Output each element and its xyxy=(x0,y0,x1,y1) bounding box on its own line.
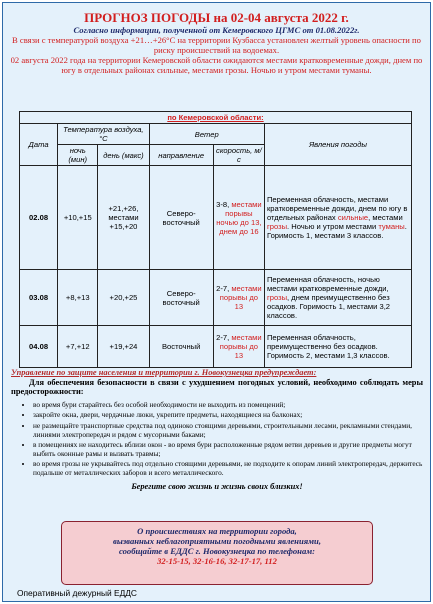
phen-text: Переменная облачность, местами кратковременные дожди, днем по югу в отдельных районах xyxy=(266,195,408,222)
phen-highlight: грозы xyxy=(266,222,288,231)
row-date: 04.08 xyxy=(20,326,58,368)
row-wind-direction: Северо-восточный xyxy=(149,270,213,326)
header-speed: скорость, м/с xyxy=(213,145,264,166)
row-date: 03.08 xyxy=(20,270,58,326)
footer-signature: Оперативный дежурный ЕДДС xyxy=(17,588,137,598)
gust-value: местами порывы до 13 xyxy=(219,333,262,360)
phen-text: , местами xyxy=(368,213,403,222)
header xyxy=(3,11,430,35)
phen-text: . Ночью и утром местами xyxy=(287,222,379,231)
forecast-summary: 02 августа 2022 года на территории Кемеровской области ожидаются местами кратковременные дожди, днем по югу в отдельных районах сильные, местами грозы. Ночью и утром местами туманы. xyxy=(10,55,423,75)
row-night-temp: +10,+15 xyxy=(58,166,98,270)
table-row xyxy=(20,326,412,368)
gust-value: местами порывы ночью до 13, днем до 16 xyxy=(216,199,262,236)
safety-slogan: Берегите свою жизнь и жизнь своих близких! xyxy=(131,481,303,491)
header-wind: Ветер xyxy=(149,124,264,145)
header-temperature: Температура воздуха, °С xyxy=(58,124,149,145)
warning-lead: Для обеспечения безопасности в связи с ухудшением погодных условий, необходимо соблюдать меры предосторожности: xyxy=(11,377,423,397)
warning-section xyxy=(11,368,423,491)
phen-text: Переменная облачность, ночью местами кратковременные дожди, xyxy=(266,275,389,293)
list-item: • не размещайте транспортные средства под одиноко стоящими деревьями, строительными лесами, рекламными стендами, линиями электропередач и рядом с мусорными баками; xyxy=(33,422,423,439)
page-title: ПРОГНОЗ ПОГОДЫ на 02-04 августа 2022 г. xyxy=(84,10,349,25)
header-date: Дата xyxy=(20,124,58,166)
forecast-table xyxy=(19,111,412,368)
list-item: • во время бури старайтесь без особой необходимости не выходить из помещений; xyxy=(33,401,423,410)
row-wind-direction: Северо-восточный xyxy=(149,166,213,270)
row-day-temp: +19,+24 xyxy=(98,326,149,368)
contact-line: О происшествиях на территории города, xyxy=(137,526,297,536)
phen-text: . Горимость 1, местами 3 классов. xyxy=(266,222,407,240)
speed-value: 2-7, xyxy=(216,333,230,342)
phen-text: , днем преимущественно без осадков. Горимость 1, местами 3,2 классов. xyxy=(266,293,391,320)
row-day-temp: +20,+25 xyxy=(98,270,149,326)
header-night: ночь (мин) xyxy=(58,145,98,166)
row-wind-speed xyxy=(213,166,264,270)
row-wind-speed xyxy=(213,326,264,368)
list-item: • во время грозы не укрывайтесь под отдельно стоящими деревьями, не подходите к опорам линий электропередач, держитесь подальше от металлических заборов и всего металлического. xyxy=(33,460,423,477)
contact-line: сообщайте в ЕДДС г. Новокузнецка по телефонам: xyxy=(119,546,315,556)
phen-highlight: грозы xyxy=(266,293,288,302)
warning-title: Управление по защите населения и территории г. Новокузнецка предупреждает: xyxy=(11,368,317,377)
contact-box xyxy=(61,521,373,585)
row-day-temp: +21,+26, местами +15,+20 xyxy=(98,166,149,270)
gust-value: местами порывы до 13 xyxy=(219,284,262,311)
header-day: день (макс) xyxy=(98,145,149,166)
contact-line: вызванных неблагоприятными погодными явлениями, xyxy=(113,536,321,546)
row-wind-direction: Восточный xyxy=(149,326,213,368)
region-header: по Кемеровской области: xyxy=(20,112,412,124)
row-date: 02.08 xyxy=(20,166,58,270)
row-night-temp: +8,+13 xyxy=(58,270,98,326)
list-item: • в помещениях не находитесь вблизи окон - во время бури расположенные рядом ветви деревьев и другие предметы могут выбить оконные рамы и вызвать травмы; xyxy=(33,441,423,458)
source-subtitle: Согласно информации, полученной от Кемеровского ЦГМС от 01.08.2022г. xyxy=(73,25,360,35)
phone-numbers: 32-15-15, 32-16-16, 32-17-17, 112 xyxy=(157,556,277,566)
table-row xyxy=(20,270,412,326)
row-phenomena xyxy=(264,270,411,326)
row-wind-speed xyxy=(213,270,264,326)
danger-notice: В связи с температурой воздуха +21…+26°С на территории Кузбасса установлен желтый уровень опасности по риску происшествий на водоемах. xyxy=(12,35,421,55)
header-direction: направление xyxy=(149,145,213,166)
list-item: • закройте окна, двери, чердачные люки, укрепите предметы, находящиеся на балконах; xyxy=(33,411,423,420)
header-phenomena: Явления погоды xyxy=(264,124,411,166)
speed-value: 3-8, xyxy=(216,199,230,209)
row-phenomena xyxy=(264,166,411,270)
safety-tips-list xyxy=(11,401,423,478)
table-row xyxy=(20,166,412,270)
phen-highlight: сильные xyxy=(337,213,369,222)
row-phenomena: Переменная облачность, преимущественно без осадков. Горимость 2, местами 1,3 классов. xyxy=(264,326,411,368)
speed-value: 2-7, xyxy=(216,284,230,293)
phen-highlight: туманы xyxy=(378,222,405,231)
row-night-temp: +7,+12 xyxy=(58,326,98,368)
forecast-sheet xyxy=(2,2,431,602)
